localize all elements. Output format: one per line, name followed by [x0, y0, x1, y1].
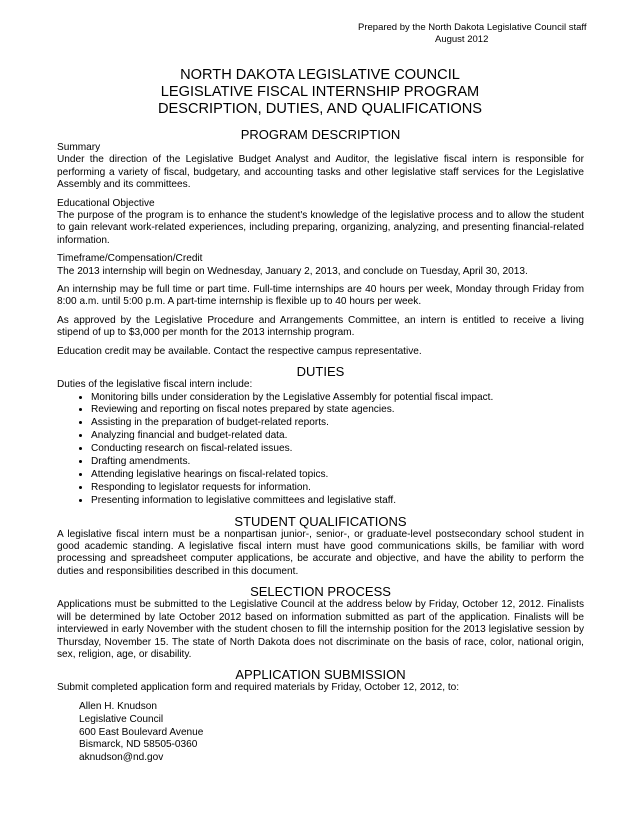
objective-text: The purpose of the program is to enhance the student's knowledge of the legislative process and to allow the student to gain relevant work-related experiences, including preparing, organizing, analyzing, and presenting financial-related information. — [57, 210, 584, 246]
selection-heading: SELECTION PROCESS — [250, 584, 391, 600]
mailing-address — [57, 701, 584, 766]
duties-section — [57, 364, 584, 508]
summary-text: Under the direction of the Legislative Budget Analyst and Auditor, the legislative fiscal intern is responsible for performing a variety of fiscal, budgetary, and accounting tasks and other legislative staff services for the Legislative Assembly and its committees. — [57, 154, 584, 191]
timeframe-heading: Timeframe/Compensation/Credit — [57, 253, 203, 265]
qualifications-heading: STUDENT QUALIFICATIONS — [234, 513, 407, 529]
qualifications-section — [57, 514, 584, 579]
address-name: Allen H. Knudson — [79, 700, 157, 712]
prepared-by-block — [358, 22, 598, 46]
list-item: • Attending legislative hearings on fiscal-related topics. — [91, 469, 584, 482]
list-item: • Reviewing and reporting on fiscal notes prepared by state agencies. — [91, 404, 584, 417]
submission-section — [57, 667, 584, 765]
duties-intro: Duties of the legislative fiscal intern include: — [57, 379, 253, 391]
list-item: • Drafting amendments. — [91, 456, 584, 469]
document-title — [0, 67, 640, 118]
prepared-by-text: Prepared by the North Dakota Legislative Council staff — [358, 22, 587, 33]
submission-heading: APPLICATION SUBMISSION — [235, 667, 406, 683]
address-city: Bismarck, ND 58505-0360 — [79, 739, 198, 751]
qualifications-text: A legislative fiscal intern must be a nonpartisan junior-, senior-, or graduate-level postsecondary school student in good academic standing. A legislative fiscal intern must have good communications skills, be familiar with word processing and spreadsheet computer applications, be accurate and objective, and have the ability to perform the duties and responsibilities described in this document. — [57, 528, 584, 577]
timeframe-paragraph-4: Education credit may be available. Contact the respective campus representative. — [57, 345, 422, 357]
document-date: August 2012 — [435, 34, 489, 45]
summary-heading: Summary — [57, 142, 101, 153]
timeframe-paragraph-2: An internship may be full time or part time. Full-time internships are 40 hours per week, Monday through Friday from 8:00 a.m. until 5:00 p.m. A part-time internship is flexible up to 40 hours per week. — [57, 284, 584, 308]
title-line-3: DESCRIPTION, DUTIES, AND QUALIFICATIONS — [157, 101, 483, 117]
address-street: 600 East Boulevard Avenue — [79, 726, 204, 738]
list-item: • Responding to legislator requests for information. — [91, 482, 584, 495]
list-item: • Analyzing financial and budget-related data. — [91, 430, 584, 443]
list-item: • Monitoring bills under consideration by the Legislative Assembly for potential fiscal impact. — [91, 392, 584, 405]
duties-list — [57, 392, 584, 508]
timeframe-paragraph-3: As approved by the Legislative Procedure and Arrangements Committee, an intern is entitled to receive a living stipend of up to $3,000 per month for the 2013 internship program. — [57, 314, 584, 339]
list-item: • Presenting information to legislative committees and legislative staff. — [91, 495, 584, 508]
list-item: • Conducting research on fiscal-related issues. — [91, 443, 584, 456]
timeframe-paragraph-1: The 2013 internship will begin on Wednesday, January 2, 2013, and conclude on Tuesday, April 30, 2013. — [57, 265, 528, 277]
objective-heading: Educational Objective — [57, 197, 155, 209]
selection-text: Applications must be submitted to the Legislative Council at the address below by Friday, October 12, 2012. Finalists will be determined by late October 2012 based on information submitted as part of the application. Finalists will be interviewed in early November with the student chosen to fill the internship position for the 2013 legislative session by Thursday, November 15. The state of North Dakota does not discriminate on the basis of race, color, national origin, sex, religion, age, or disability. — [57, 599, 584, 660]
title-line-2: LEGISLATIVE FISCAL INTERNSHIP PROGRAM — [160, 84, 480, 100]
document-body — [57, 127, 584, 765]
program-description-section — [57, 127, 584, 358]
program-description-heading: PROGRAM DESCRIPTION — [240, 127, 401, 142]
list-item: • Assisting in the preparation of budget-related reports. — [91, 417, 584, 430]
selection-section — [57, 584, 584, 661]
address-organization: Legislative Council — [79, 713, 164, 725]
title-line-1: NORTH DAKOTA LEGISLATIVE COUNCIL — [180, 67, 460, 83]
duties-heading: DUTIES — [296, 364, 345, 380]
submission-text: Submit completed application form and required materials by Friday, October 12, 2012, to: — [57, 682, 460, 694]
address-email: aknudson@nd.gov — [79, 752, 164, 764]
